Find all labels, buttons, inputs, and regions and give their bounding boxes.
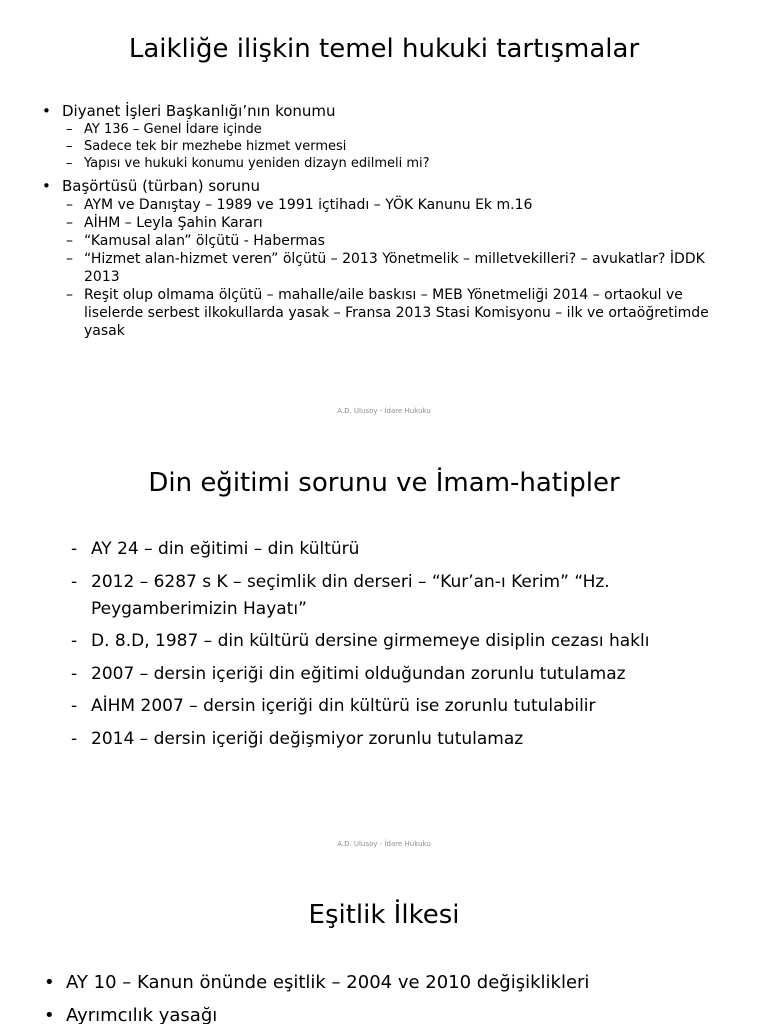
item-text: AY 24 – din eğitimi – din kültürü bbox=[91, 539, 360, 559]
sub-item bbox=[38, 196, 738, 214]
dash-marker: - bbox=[71, 539, 78, 559]
bullet-list bbox=[42, 970, 742, 1024]
list-item bbox=[38, 101, 738, 121]
list-item bbox=[42, 1003, 742, 1024]
slide-2 bbox=[0, 430, 768, 860]
bullet-list bbox=[38, 101, 738, 340]
dash-marker: – bbox=[66, 233, 73, 249]
sub-item bbox=[38, 286, 738, 340]
bullet-marker: • bbox=[42, 102, 51, 120]
list-item bbox=[42, 970, 742, 996]
list-item bbox=[71, 536, 681, 563]
item-text: 2007 – dersin içeriği din eğitimi olduğundan zorunlu tutulamaz bbox=[91, 663, 626, 684]
dash-marker: - bbox=[71, 728, 78, 749]
sub-item bbox=[38, 121, 738, 138]
dash-marker: – bbox=[66, 156, 73, 171]
bullet-marker: • bbox=[42, 177, 51, 195]
item-text: AY 136 – Genel İdare içinde bbox=[84, 122, 262, 137]
item-text: “Kamusal alan” ölçütü - Habermas bbox=[84, 233, 325, 249]
item-text: AİHM 2007 – dersin içeriği din kültürü ise zorunlu tutulabilir bbox=[91, 696, 596, 716]
item-text: D. 8.D, 1987 – din kültürü dersine girmemeye disiplin cezası haklı bbox=[91, 631, 650, 651]
item-text: Yapısı ve hukuki konumu yeniden dizayn edilmeli mi? bbox=[84, 156, 430, 171]
slide-3 bbox=[0, 860, 768, 1024]
bullet-marker: • bbox=[44, 972, 55, 993]
item-text: AY 10 – Kanun önünde eşitlik – 2004 ve 2010 değişiklikleri bbox=[66, 972, 590, 993]
list-item bbox=[71, 661, 681, 688]
dash-list bbox=[71, 536, 681, 758]
list-item bbox=[71, 569, 681, 623]
sub-item bbox=[38, 232, 738, 250]
sub-item bbox=[38, 214, 738, 232]
slide-footer: A.D. Ulusoy - İdare Hukuku bbox=[337, 407, 431, 415]
slide-footer: A.D. Ulusoy - İdare Hukuku bbox=[337, 840, 431, 848]
item-text: “Hizmet alan-hizmet veren” ölçütü – 2013 Yönetmelik – milletvekilleri? – avukatlar? İDDK 2013 bbox=[84, 251, 705, 285]
item-text: AYM ve Danıştay – 1989 ve 1991 içtihadı – YÖK Kanunu Ek m.16 bbox=[84, 197, 533, 213]
item-text: 2014 – dersin içeriği değişmiyor zorunlu tutulamaz bbox=[91, 728, 524, 749]
list-item bbox=[71, 693, 681, 720]
sub-item bbox=[38, 138, 738, 155]
dash-marker: – bbox=[66, 251, 73, 267]
bullet-marker: • bbox=[44, 1005, 55, 1024]
list-item bbox=[38, 176, 738, 196]
dash-marker: – bbox=[66, 197, 73, 213]
item-text: AİHM – Leyla Şahin Kararı bbox=[84, 215, 263, 231]
dash-marker: – bbox=[66, 139, 73, 154]
item-text: Diyanet İşleri Başkanlığı’nın konumu bbox=[62, 102, 336, 120]
dash-marker: – bbox=[66, 215, 73, 231]
item-text: Sadece tek bir mezhebe hizmet vermesi bbox=[84, 139, 347, 154]
item-text: Reşit olup olmama ölçütü – mahalle/aile baskısı – MEB Yönetmeliği 2014 – ortaokul ve liselerde serbest ilkokullarda yasak – Fransa 2013 Stasi Komisyonu – ilk ve ortaöğretimde yasak bbox=[84, 287, 709, 339]
dash-marker: - bbox=[71, 631, 78, 651]
dash-marker: - bbox=[71, 663, 78, 684]
dash-marker: – bbox=[66, 287, 73, 303]
sub-item bbox=[38, 250, 738, 286]
dash-marker: - bbox=[71, 571, 78, 592]
item-text: 2012 – 6287 s K – seçimlik din derseri – “Kur’an-ı Kerim” “Hz. Peygamberimizin Hayatı” bbox=[91, 571, 610, 619]
slide-1 bbox=[0, 0, 768, 430]
item-text: Ayrımcılık yasağı bbox=[66, 1005, 218, 1024]
slide-title: Din eğitimi sorunu ve İmam-hatipler bbox=[148, 468, 620, 498]
item-text: Başörtüsü (türban) sorunu bbox=[62, 177, 261, 195]
list-item bbox=[71, 628, 681, 655]
slide-title: Laikliğe ilişkin temel hukuki tartışmalar bbox=[128, 34, 640, 64]
sub-item bbox=[38, 155, 738, 172]
dash-marker: – bbox=[66, 122, 73, 137]
dash-marker: - bbox=[71, 696, 78, 716]
list-item bbox=[71, 726, 681, 753]
slide-title: Eşitlik İlkesi bbox=[308, 900, 460, 930]
